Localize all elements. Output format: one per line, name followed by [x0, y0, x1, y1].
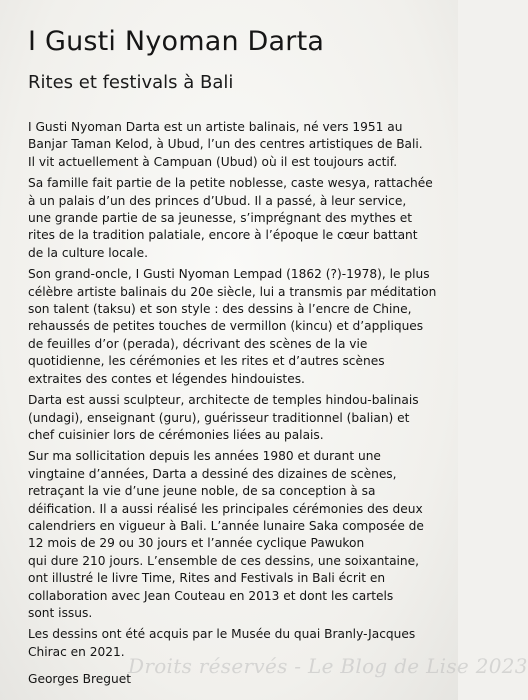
text-line: I Gusti Nyoman Darta est un artiste balinais, né vers 1951 au	[28, 120, 403, 134]
text-line: quotidienne, les cérémonies et les rites et d’autres scènes	[28, 354, 385, 369]
paragraph-roles	[28, 392, 444, 444]
text-line: collaboration avec Jean Couteau en 2013 et dont les cartels	[28, 588, 394, 603]
text-line: rehaussés de petites touches de vermillon (kincu) et d’appliques	[28, 319, 424, 334]
paragraph-drawings	[28, 448, 444, 622]
author-signature: Georges Breguet	[28, 672, 131, 686]
text-line: calendriers en vigueur à Bali. L’année lunaire Saka composée de	[28, 518, 424, 533]
paragraph-lempad	[28, 266, 444, 388]
text-line: à un palais d’un des princes d’Ubud. Il a passé, à leur service,	[28, 193, 407, 208]
text-line: vingtaine d’années, Darta a dessiné des dizaines de scènes,	[28, 466, 397, 481]
text-line: Les dessins ont été acquis par le Musée du quai Branly-Jacques	[28, 627, 416, 642]
text-line: rites de la tradition palatiale, encore à l’époque le cœur battant	[28, 228, 418, 243]
text-line: déification. Il a aussi réalisé les principales cérémonies des deux	[28, 501, 423, 516]
text-line: sont issus.	[28, 605, 93, 620]
text-line: Sa famille fait partie de la petite noblesse, caste wesya, rattachée	[28, 176, 433, 191]
watermark: Droits réservés - Le Blog de Lise 2023	[128, 654, 528, 678]
text-line: une grande partie de sa jeunesse, s’imprégnant des mythes et	[28, 211, 413, 226]
page-subtitle: Rites et festivals à Bali	[28, 72, 234, 93]
text-line: Chirac en 2021.	[28, 644, 125, 659]
text-line: Sur ma sollicitation depuis les années 1980 et durant une	[28, 449, 381, 464]
text-line: qui dure 210 jours. L’ensemble de ces dessins, une soixantaine,	[28, 553, 420, 568]
page-title: I Gusti Nyoman Darta	[28, 26, 325, 57]
paragraph-family	[28, 175, 444, 262]
text-line: célèbre artiste balinais du 20e siècle, lui a transmis par méditation	[28, 284, 437, 299]
text-line: chef cuisinier lors de cérémonies liées au palais.	[28, 427, 324, 442]
text-line: Il vit actuellement à Campuan (Ubud) où il est toujours actif.	[28, 154, 398, 169]
text-line: extraites des contes et légendes hindouistes.	[28, 371, 305, 386]
text-line: son talent (taksu) et son style : des dessins à l’encre de Chine,	[28, 302, 412, 317]
text-line: Son grand-oncle, I Gusti Nyoman Lempad (1862 (?)-1978), le plus	[28, 267, 430, 282]
text-line: 12 mois de 29 ou 30 jours et l’année cyclique Pawukon	[28, 536, 365, 551]
text-line: (undagi), enseignant (guru), guérisseur traditionnel (balian) et	[28, 410, 410, 425]
text-line: retraçant la vie d’une jeune noble, de sa conception à sa	[28, 484, 376, 499]
text-line: Darta est aussi sculpteur, architecte de temples hindou-balinais	[28, 393, 419, 408]
text-line: de la culture locale.	[28, 245, 149, 260]
text-line: ont illustré le livre Time, Rites and Festivals in Bali écrit en	[28, 571, 386, 586]
panel-text	[28, 119, 444, 665]
paragraph-intro	[28, 119, 444, 171]
text-line: de feuilles d’or (perada), décrivant des scènes de la vie	[28, 336, 368, 351]
text-line: Banjar Taman Kelod, à Ubud, l’un des centres artistiques de Bali.	[28, 137, 423, 152]
